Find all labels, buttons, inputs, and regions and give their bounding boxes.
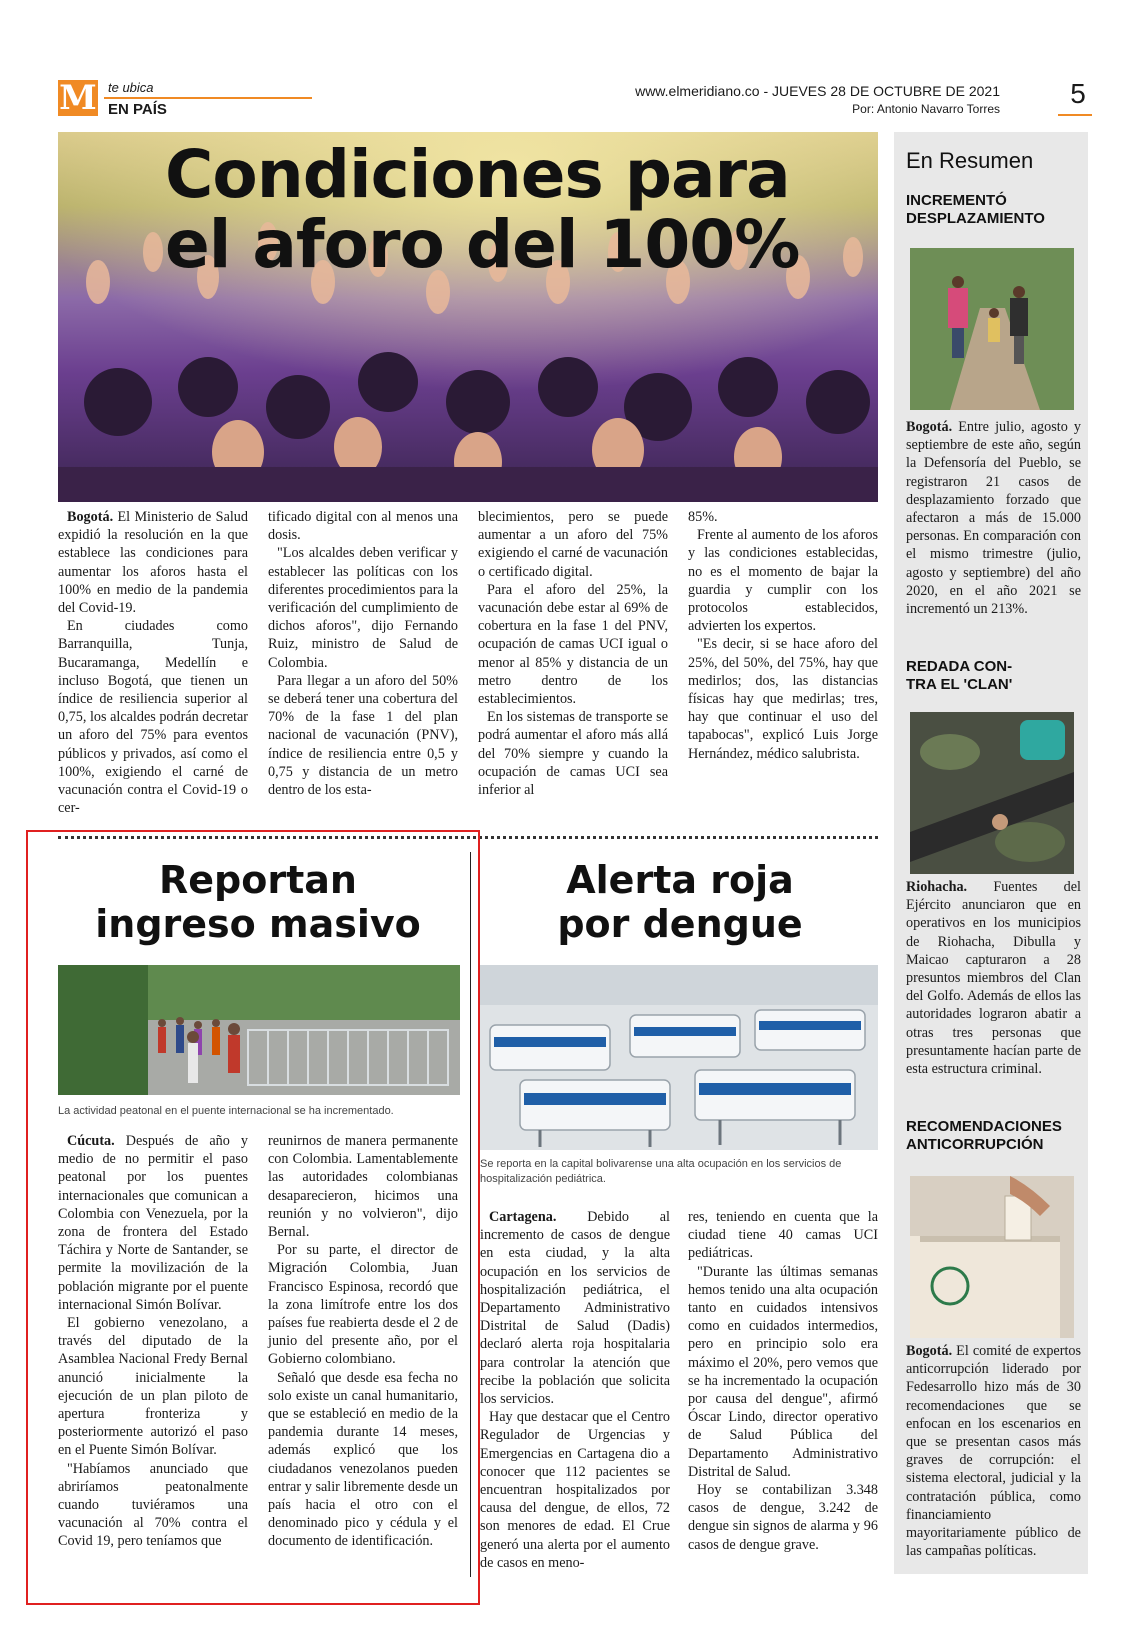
ingreso-paragraph xyxy=(58,1314,248,1460)
sidebar-item-1-heading-line2: DESPLAZAMIENTO xyxy=(906,210,1045,227)
dengue-column-2 xyxy=(688,1208,878,1554)
main-headline-line1: Condiciones para xyxy=(165,136,790,213)
dengue-column-1 xyxy=(480,1208,670,1572)
main-paragraph xyxy=(688,635,878,762)
hospital-beds-illustration xyxy=(480,965,878,1150)
sidebar-item-3-heading xyxy=(906,1118,1086,1154)
bridge-photo xyxy=(58,965,460,1095)
bridge-photo-caption: La actividad peatonal en el puente internacional se ha incrementado. xyxy=(58,1105,394,1117)
hospital-beds-photo xyxy=(480,965,878,1150)
dengue-paragraph-text: Debido al incremento de casos de dengue en esta ciudad, y la alta ocupación en los servicios de hospitalización pediátrica, el Departamento Administrativo Distrital de Salud (Dadis) declaró alerta roja hospitalaria para controlar la atención que recibe la población que solicita los servicios. xyxy=(480,1209,670,1408)
sidebar-item-3-dateline: Bogotá. xyxy=(906,1343,953,1359)
army-operation-illustration xyxy=(910,712,1074,874)
dengue-headline xyxy=(480,858,880,946)
main-paragraph-text: Para llegar a un aforo del 50% se deberá tener una cobertura del 70% de la fase 1 del plan nacional de vacunación (PNV), índice de resiliencia entre 0,5 y 0,75 y distancia de un metro dentro de los esta- xyxy=(268,672,458,799)
dengue-headline-line1: Alerta roja xyxy=(566,858,794,902)
site-and-date: www.elmeridiano.co - JUEVES 28 DE OCTUBRE DE 2021 xyxy=(635,83,1000,99)
sidebar-item-2-dateline: Riohacha. xyxy=(906,879,968,895)
section-kicker: te ubica xyxy=(108,80,154,95)
section-divider xyxy=(104,97,312,99)
main-paragraph xyxy=(268,508,458,544)
main-paragraph-text: Frente al aumento de los aforos y las condiciones establecidas, no es el momento de bajar la guardia y cumplir con los protocolos establecidos, advierten los expertos. xyxy=(688,527,878,635)
ingreso-paragraph xyxy=(58,1132,248,1314)
sidebar-item-2-heading-line1: REDADA CON- xyxy=(906,658,1013,675)
dengue-paragraph xyxy=(480,1408,670,1572)
main-paragraph-text: En ciudades como Barranquilla, Tunja, Bucaramanga, Medellín e incluso Bogotá, que tienen un índice de resiliencia superior al 0,75, los alcaldes podrán decretar un aforo del 75% para eventos públicos y privados, así como el 100%, exigiendo el carné de vacunación contra el Covid-19 o cer- xyxy=(58,618,248,817)
main-story-column-2 xyxy=(268,508,458,799)
ingreso-paragraph xyxy=(268,1369,458,1551)
main-paragraph xyxy=(268,544,458,671)
dengue-paragraph-text: "Durante las últimas semanas hemos tenido una alta ocupación tanto en cuidados intensivos como en cuidados intermedios, pero en principio solo era máximo el 20%, pero vemos que se ha incrementado la ocupación por causa del dengue", afirmó Óscar Lindo, director operativo de Salud Pública del Departamento Administrativo Distrital de Salud. xyxy=(688,1263,878,1480)
ingreso-headline xyxy=(58,858,458,946)
main-paragraph-text: 85%. xyxy=(688,509,718,525)
ingreso-paragraph-text: Señaló que desde esa fecha no solo existe un canal humanitario, que se estableció en medio de la pandemia durante 14 meses, además explicó que los ciudadanos venezolanos pueden entrar y salir libremente desde un país hacia el otro con el denominado pico y cédula y el documento de identificación. xyxy=(268,1369,458,1550)
sidebar-item-1-heading-line1: INCREMENTÓ xyxy=(906,192,1007,209)
main-paragraph-text: En los sistemas de transporte se podrá aumentar el aforo más allá del 70% siempre y cuando la ocupación de camas UCI sea inferior al xyxy=(478,709,668,799)
main-paragraph xyxy=(478,708,668,799)
sidebar-item-2-body: Fuentes del Ejército anunciaron que en operativos en los municipios de Riohacha, Dibulla y Maicao capturaron a 28 presuntos miembros del Clan del Golfo. Además de ellos las autoridades lograron abatir a otras tres personas que presuntamente hacían parte de esta estructura criminal. xyxy=(906,879,1081,1078)
ingreso-dateline: Cúcuta. xyxy=(67,1133,115,1149)
sidebar-item-3-text xyxy=(906,1342,1081,1560)
main-paragraph xyxy=(688,526,878,635)
page-number: 5 xyxy=(1070,78,1086,109)
dengue-dateline: Cartagena. xyxy=(489,1209,557,1225)
displacement-illustration xyxy=(910,248,1074,410)
sidebar-item-3-heading-line1: RECOMENDACIONES xyxy=(906,1118,1062,1135)
dengue-headline-line2: por dengue xyxy=(557,902,803,946)
main-paragraph xyxy=(58,508,248,617)
main-story-column-4 xyxy=(688,508,878,763)
ingreso-paragraph-text: Por su parte, el director de Migración Colombia, Juan Francisco Espinosa, recordó que la zona limítrofe entre los dos países fue reabierta desde el 2 de junio del presente año, por el Gobierno colombiano. xyxy=(268,1242,458,1368)
ingreso-column-2 xyxy=(268,1132,458,1551)
sidebar-item-3-heading-line2: ANTICORRUPCIÓN xyxy=(906,1136,1044,1153)
main-headline xyxy=(165,136,865,283)
ingreso-paragraph-text: reunirnos de manera permanente con Colombia. Lamentablemente las autoridades colombianas desaparecieron, hicimos una reunión y no volvieron", dijo Bernal. xyxy=(268,1133,458,1241)
ingreso-paragraph xyxy=(268,1132,458,1241)
ingreso-headline-line1: Reportan xyxy=(159,858,357,902)
ingreso-paragraph xyxy=(58,1460,248,1551)
main-story-column-3 xyxy=(478,508,668,799)
main-paragraph-text: tificado digital con al menos una dosis. xyxy=(268,509,458,544)
ingreso-paragraph-text: El gobierno venezolano, a través del diputado de la Asamblea Nacional Fredy Bernal anunció inicialmente la ejecución de un plan piloto de apertura fronteriza y posteriormente autorizó el paso en el Puente Simón Bolívar. xyxy=(58,1315,248,1459)
section-name: EN PAÍS xyxy=(108,101,167,118)
main-story-column-1 xyxy=(58,508,248,817)
byline: Por: Antonio Navarro Torres xyxy=(852,102,1000,116)
army-operation-photo xyxy=(910,712,1074,874)
main-paragraph xyxy=(268,672,458,799)
dengue-paragraph-text: Hoy se contabilizan 3.348 casos de dengue, 3.242 de dengue sin signos de alarma y 96 casos de dengue grave. xyxy=(688,1482,878,1553)
page-number-underline xyxy=(1058,114,1092,116)
dengue-paragraph-text: res, teniendo en cuenta que la ciudad tiene 40 camas UCI pediátricas. xyxy=(688,1209,878,1262)
sidebar-title: En Resumen xyxy=(906,148,1034,173)
main-paragraph xyxy=(478,508,668,581)
main-paragraph-text: Para el aforo del 25%, la vacunación debe estar al 69% de cobertura en la fase 1 del PNV, ocupación de camas UCI igual o menor al 85% y distancia de un metro dentro de los establecimientos. xyxy=(478,581,668,708)
main-paragraph-text: blecimientos, pero se puede aumentar a un aforo del 75% exigiendo el carné de vacunación o certificado digital. xyxy=(478,509,668,580)
ingreso-column-1 xyxy=(58,1132,248,1551)
sidebar-item-2-text xyxy=(906,878,1081,1078)
sidebar-item-2-heading-line2: TRA EL 'CLAN' xyxy=(906,676,1013,693)
column-separator xyxy=(470,852,471,1577)
sidebar-item-1-dateline: Bogotá. xyxy=(906,419,953,435)
newspaper-logo: M xyxy=(59,78,97,118)
dengue-paragraph xyxy=(688,1481,878,1554)
ballot-box-photo xyxy=(910,1176,1074,1338)
main-paragraph-text: "Es decir, si se hace aforo del 25%, del 50%, del 75%, hay que medirlos; dos, las distancias físicas hay que medirlas; tres, hay que continuar el uso del tapabocas", explicó Luis Jorge Hernández, médico salubrista. xyxy=(688,636,878,762)
ingreso-headline-line2: ingreso masivo xyxy=(95,902,421,946)
main-paragraph xyxy=(478,581,668,708)
main-paragraph-text: "Los alcaldes deben verificar y establecer las políticas con los diferentes procedimientos para la verificación del cumplimiento de dichos aforos", dijo Fernando Ruiz, ministro de Salud de Colombia. xyxy=(268,545,458,671)
main-dateline: Bogotá. xyxy=(67,509,114,525)
main-paragraph xyxy=(58,617,248,817)
main-headline-line2: el aforo del 100% xyxy=(165,206,800,283)
displacement-photo xyxy=(910,248,1074,410)
dengue-paragraph xyxy=(688,1208,878,1263)
sidebar-item-3-body: El comité de expertos anticorrupción liderado por Fedesarrollo hizo más de 30 recomendaciones que se enfocan en los escenarios en que se presentan casos más graves de corrupción: el sistema electoral, judicial y la contratación pública, como financiamiento mayoritariamente público de las campañas políticas. xyxy=(906,1343,1081,1560)
ingreso-paragraph xyxy=(268,1241,458,1368)
dengue-paragraph xyxy=(480,1208,670,1408)
ingreso-paragraph-text: "Habíamos anunciado que abriríamos peatonalmente cuando tuviéramos una vacunación al 70% contra el Covid 19, pero teníamos que xyxy=(58,1460,248,1550)
main-paragraph xyxy=(688,508,878,526)
sidebar-item-2-heading xyxy=(906,658,1081,694)
main-paragraph-text: El Ministerio de Salud expidió la resolución en la que establece las condiciones para aumentar los aforos hasta el 100% en medio de la pandemia del Covid-19. xyxy=(58,509,248,617)
ballot-box-illustration xyxy=(910,1176,1074,1338)
sidebar-item-1-body: Entre julio, agosto y septiembre de este año, según la Defensoría del Pueblo, se registraron 21 casos de desplazamiento forzado que afectaron a más de 15.000 personas. En comparación con el mismo trimestre (julio, agosto y septiembre) del año 2020, en el año 2021 se incrementó un 213%. xyxy=(906,419,1081,618)
sidebar-item-1-text xyxy=(906,418,1081,618)
dengue-paragraph-text: Hay que destacar que el Centro Regulador de Urgencias y Emergencias en Cartagena dio a conocer que 112 pacientes se encuentran hospitalizados por causa del dengue, de ellos, 72 son menores de edad. El Crue generó una alerta por el aumento de casos en meno- xyxy=(480,1409,670,1571)
hospital-photo-caption: Se reporta en la capital bolivarense una alta ocupación en los servicios de hospitalización pediátrica. xyxy=(480,1158,842,1185)
dengue-paragraph xyxy=(688,1263,878,1481)
sidebar-item-1-heading xyxy=(906,192,1081,228)
bridge-illustration xyxy=(58,965,460,1095)
ingreso-paragraph-text: Después de año y medio de no permitir el paso peatonal por los puentes internacionales que comunican a Colombia con Venezuela, por la zona de frontera del Estado Táchira y Norte de Santander, se permite la movilización de la población migrante por el puente internacional Simón Bolívar. xyxy=(58,1133,248,1313)
